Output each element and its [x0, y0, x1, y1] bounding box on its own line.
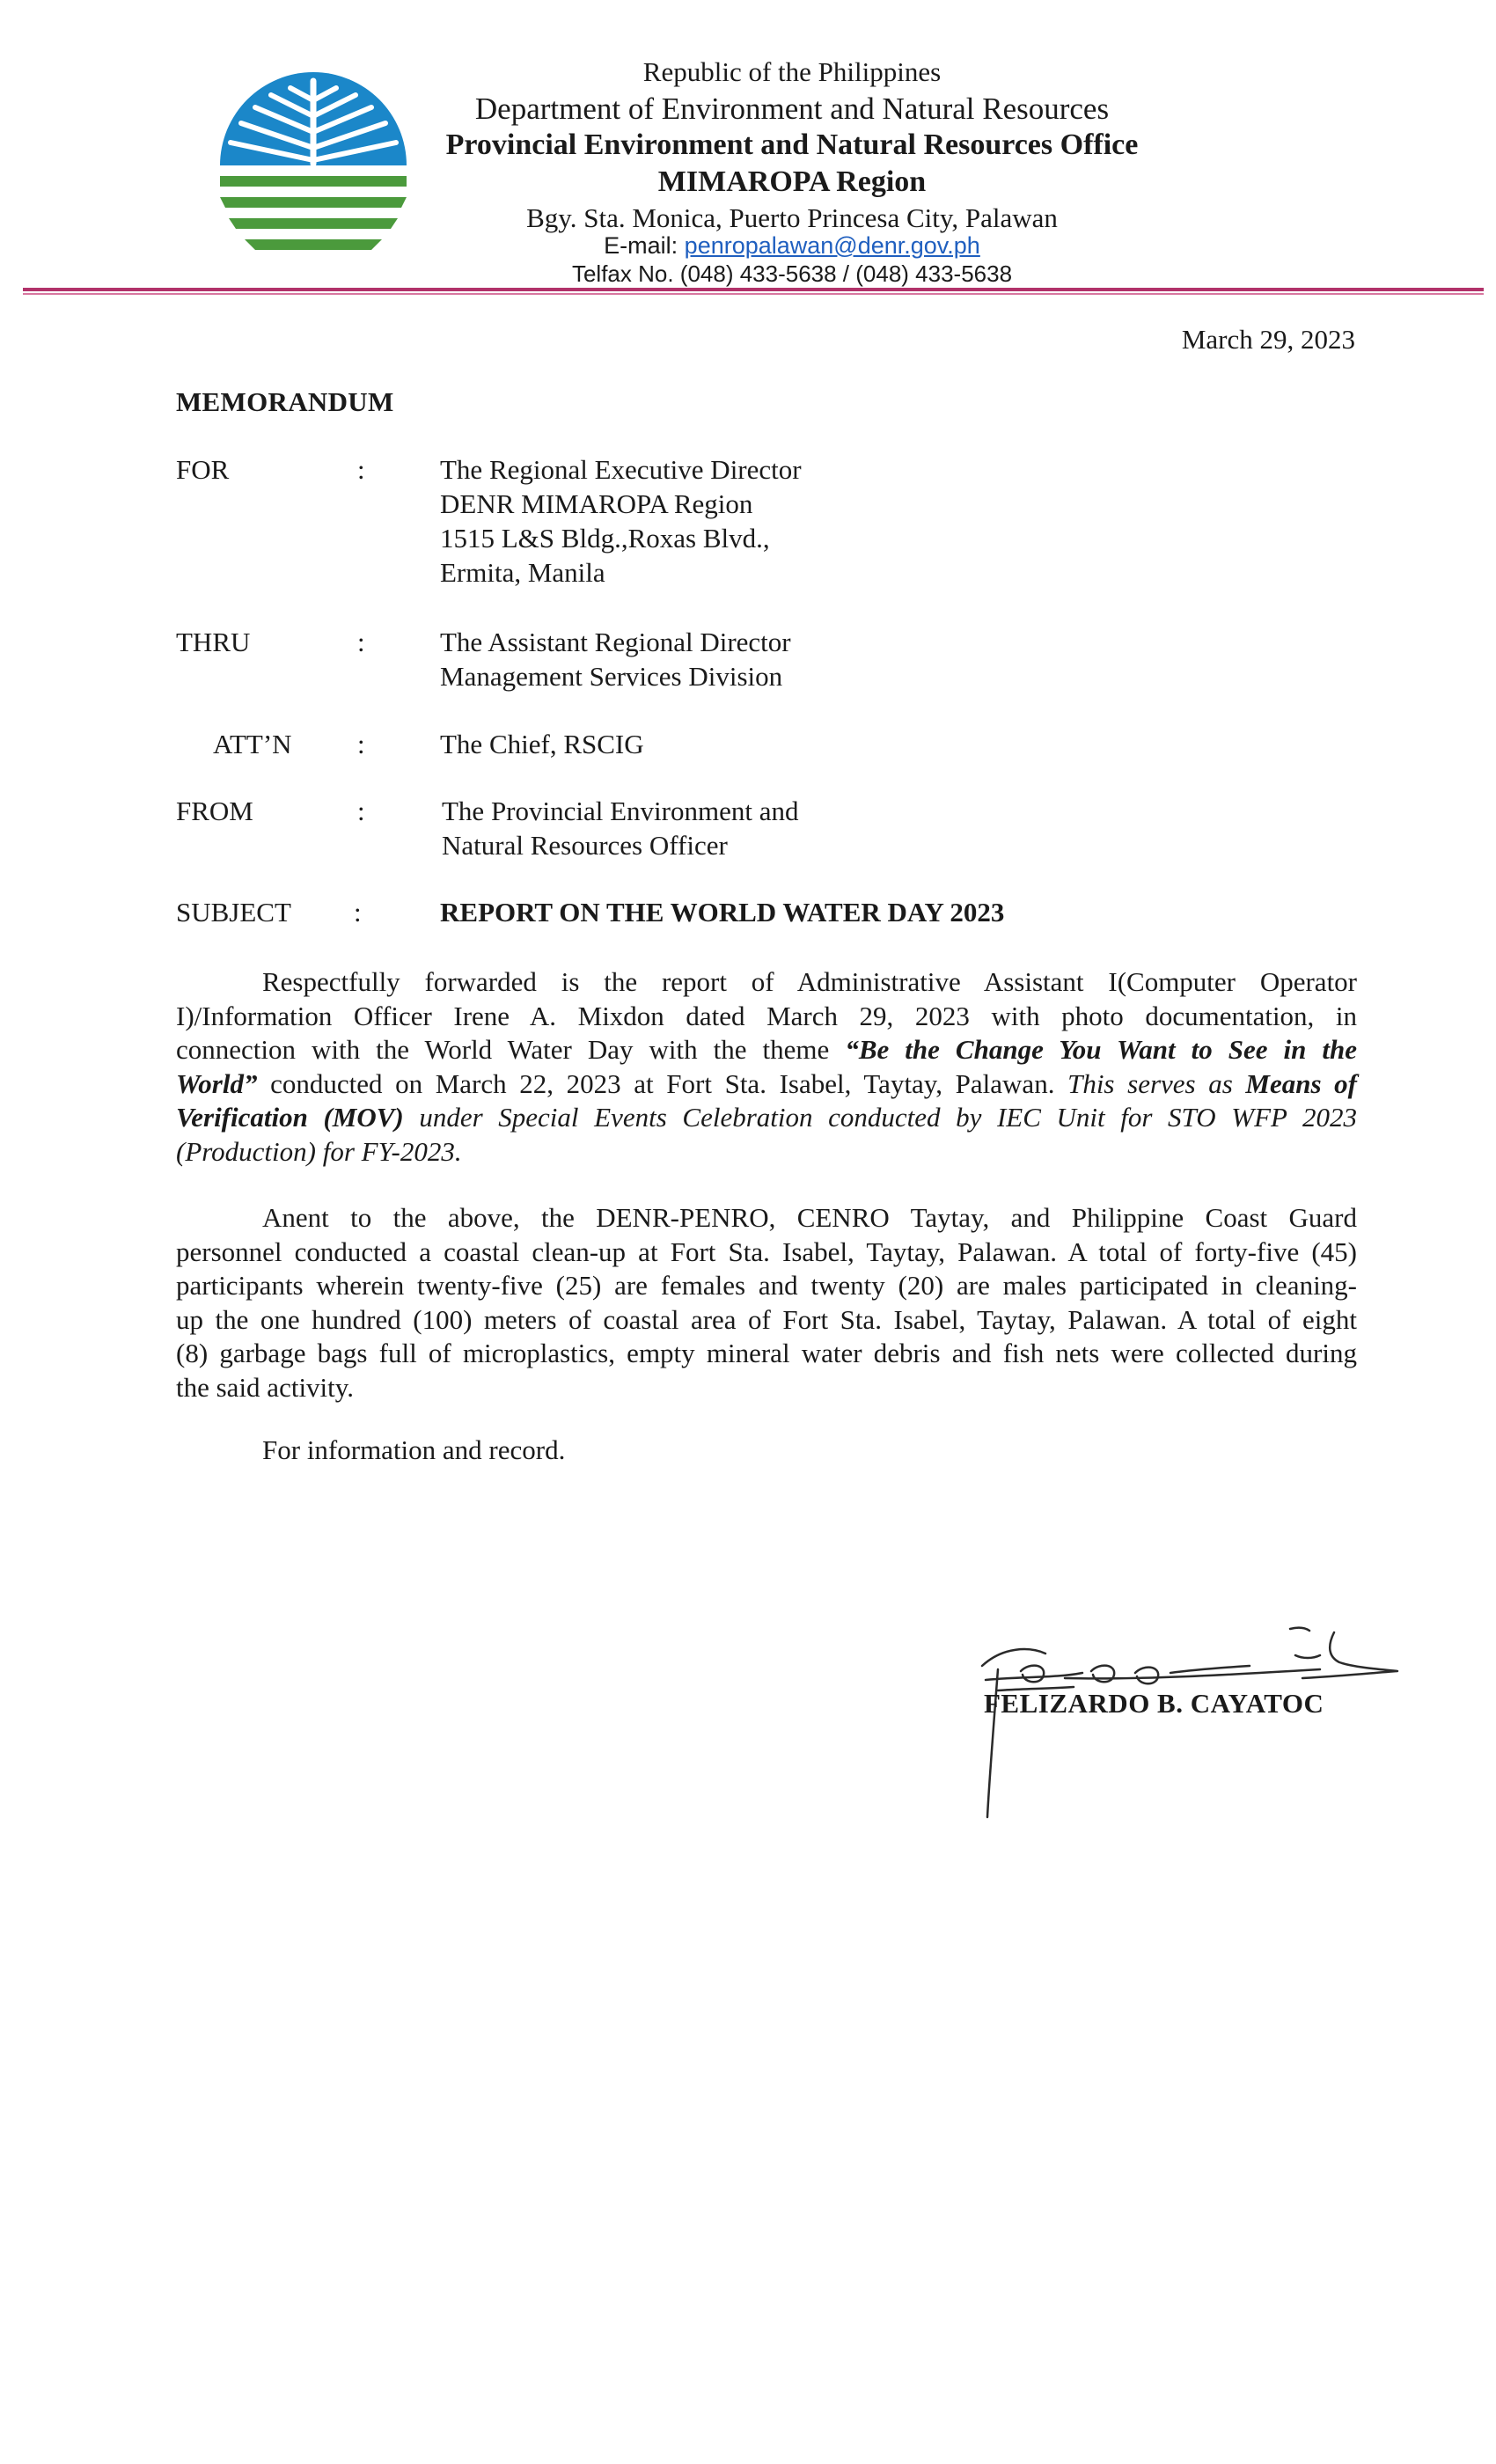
text-run: conducted on March 22, 2023 at Fort Sta. Isabel, Taytay, Palawan. — [257, 1067, 1068, 1099]
letterhead-address: Bgy. Sta. Monica, Puerto Princesa City, Palawan — [526, 202, 1058, 233]
paragraph-line: Respectfully forwarded is the report of Administrative Assistant I(Computer Operator — [262, 966, 1357, 997]
email-link[interactable]: penropalawan@denr.gov.ph — [684, 232, 980, 259]
email-label: E-mail: — [604, 232, 685, 259]
paragraph-line: (Production) for FY-2023. — [176, 1135, 462, 1167]
paragraph-line: participants wherein twenty-five (25) are females and twenty (20) are males participated in cleaning- — [176, 1270, 1357, 1301]
routing-value — [440, 895, 1004, 929]
letterhead-email — [290, 234, 1294, 258]
routing-label: FOR — [176, 454, 230, 485]
paragraph-line: personnel conducted a coastal clean-up at Fort Sta. Isabel, Taytay, Palawan. A total of forty-five (45) — [176, 1236, 1357, 1267]
routing-line: Ermita, Manila — [440, 557, 605, 588]
routing-label: FROM — [176, 796, 253, 826]
paragraph-line: I)/Information Officer Irene A. Mixdon dated March 29, 2023 with photo documentation, in — [176, 1000, 1357, 1031]
memo-date: March 29, 2023 — [1181, 324, 1355, 355]
italic-text: This serves as — [1067, 1067, 1246, 1099]
routing-colon: : — [357, 627, 365, 657]
closing-line: For information and record. — [262, 1434, 566, 1465]
memo-heading: MEMORANDUM — [176, 386, 394, 417]
routing-line: Natural Resources Officer — [442, 830, 728, 861]
paragraph-line: the said activity. — [176, 1371, 355, 1403]
routing-line: The Assistant Regional Director — [440, 627, 791, 657]
mov-text: Means of — [1245, 1067, 1358, 1099]
routing-value — [440, 452, 802, 590]
routing-label: SUBJECT — [176, 897, 291, 928]
theme-text: “Be the Change You Want to See in the — [845, 1034, 1357, 1065]
routing-value — [442, 794, 798, 862]
paragraph-line: up the one hundred (100) meters of coastal area of Fort Sta. Isabel, Taytay, Palawan. A total of eight — [176, 1303, 1357, 1335]
theme-text: World” — [176, 1067, 258, 1099]
routing-line: The Regional Executive Director — [440, 454, 802, 485]
routing-value — [440, 727, 644, 761]
routing-label: ATT’N — [213, 729, 292, 759]
letterhead-office: Provincial Environment and Natural Resources Office — [445, 128, 1139, 161]
letterhead-region: MIMAROPA Region — [657, 165, 927, 198]
routing-colon: : — [357, 796, 365, 826]
routing-line: The Chief, RSCIG — [440, 729, 644, 759]
paragraph-line — [176, 1067, 1357, 1102]
italic-text: under Special Events Celebration conducted by IEC Unit for STO WFP 2023 — [403, 1102, 1357, 1133]
routing-line: Management Services Division — [440, 661, 783, 692]
letterhead-department: Department of Environment and Natural Resources — [474, 92, 1110, 126]
letterhead-republic: Republic of the Philippines — [642, 56, 942, 87]
routing-colon: : — [357, 729, 365, 759]
text-run: connection with the World Water Day with the theme — [176, 1034, 846, 1065]
paragraph-1 — [176, 965, 1357, 1169]
subject-text: REPORT ON THE WORLD WATER DAY 2023 — [440, 897, 1005, 928]
paragraph-line — [176, 1101, 1357, 1135]
routing-line: 1515 L&S Bldg.,Roxas Blvd., — [440, 523, 770, 554]
letterhead-rule — [23, 288, 1484, 291]
signatory-name: FELIZARDO B. CAYATOC — [984, 1688, 1324, 1719]
letterhead-rule-thin — [23, 293, 1484, 295]
mov-text: Verification (MOV) — [176, 1102, 404, 1133]
routing-colon: : — [354, 897, 362, 928]
paragraph-2 — [176, 1201, 1357, 1404]
letterhead-telfax: Telfax No. (048) 433-5638 / (048) 433-5638 — [571, 260, 1013, 287]
paragraph-line: (8) garbage bags full of microplastics, empty mineral water debris and fish nets were collected during — [176, 1338, 1357, 1368]
routing-line: DENR MIMAROPA Region — [440, 488, 753, 519]
paragraph-line — [176, 1033, 1357, 1067]
routing-colon: : — [357, 454, 365, 485]
paragraph-line: Anent to the above, the DENR-PENRO, CENRO Taytay, and Philippine Coast Guard — [262, 1202, 1357, 1233]
routing-label: THRU — [176, 627, 251, 657]
handwritten-signature-icon — [968, 1615, 1408, 1826]
routing-line: The Provincial Environment and — [442, 796, 799, 826]
routing-value — [440, 625, 791, 693]
